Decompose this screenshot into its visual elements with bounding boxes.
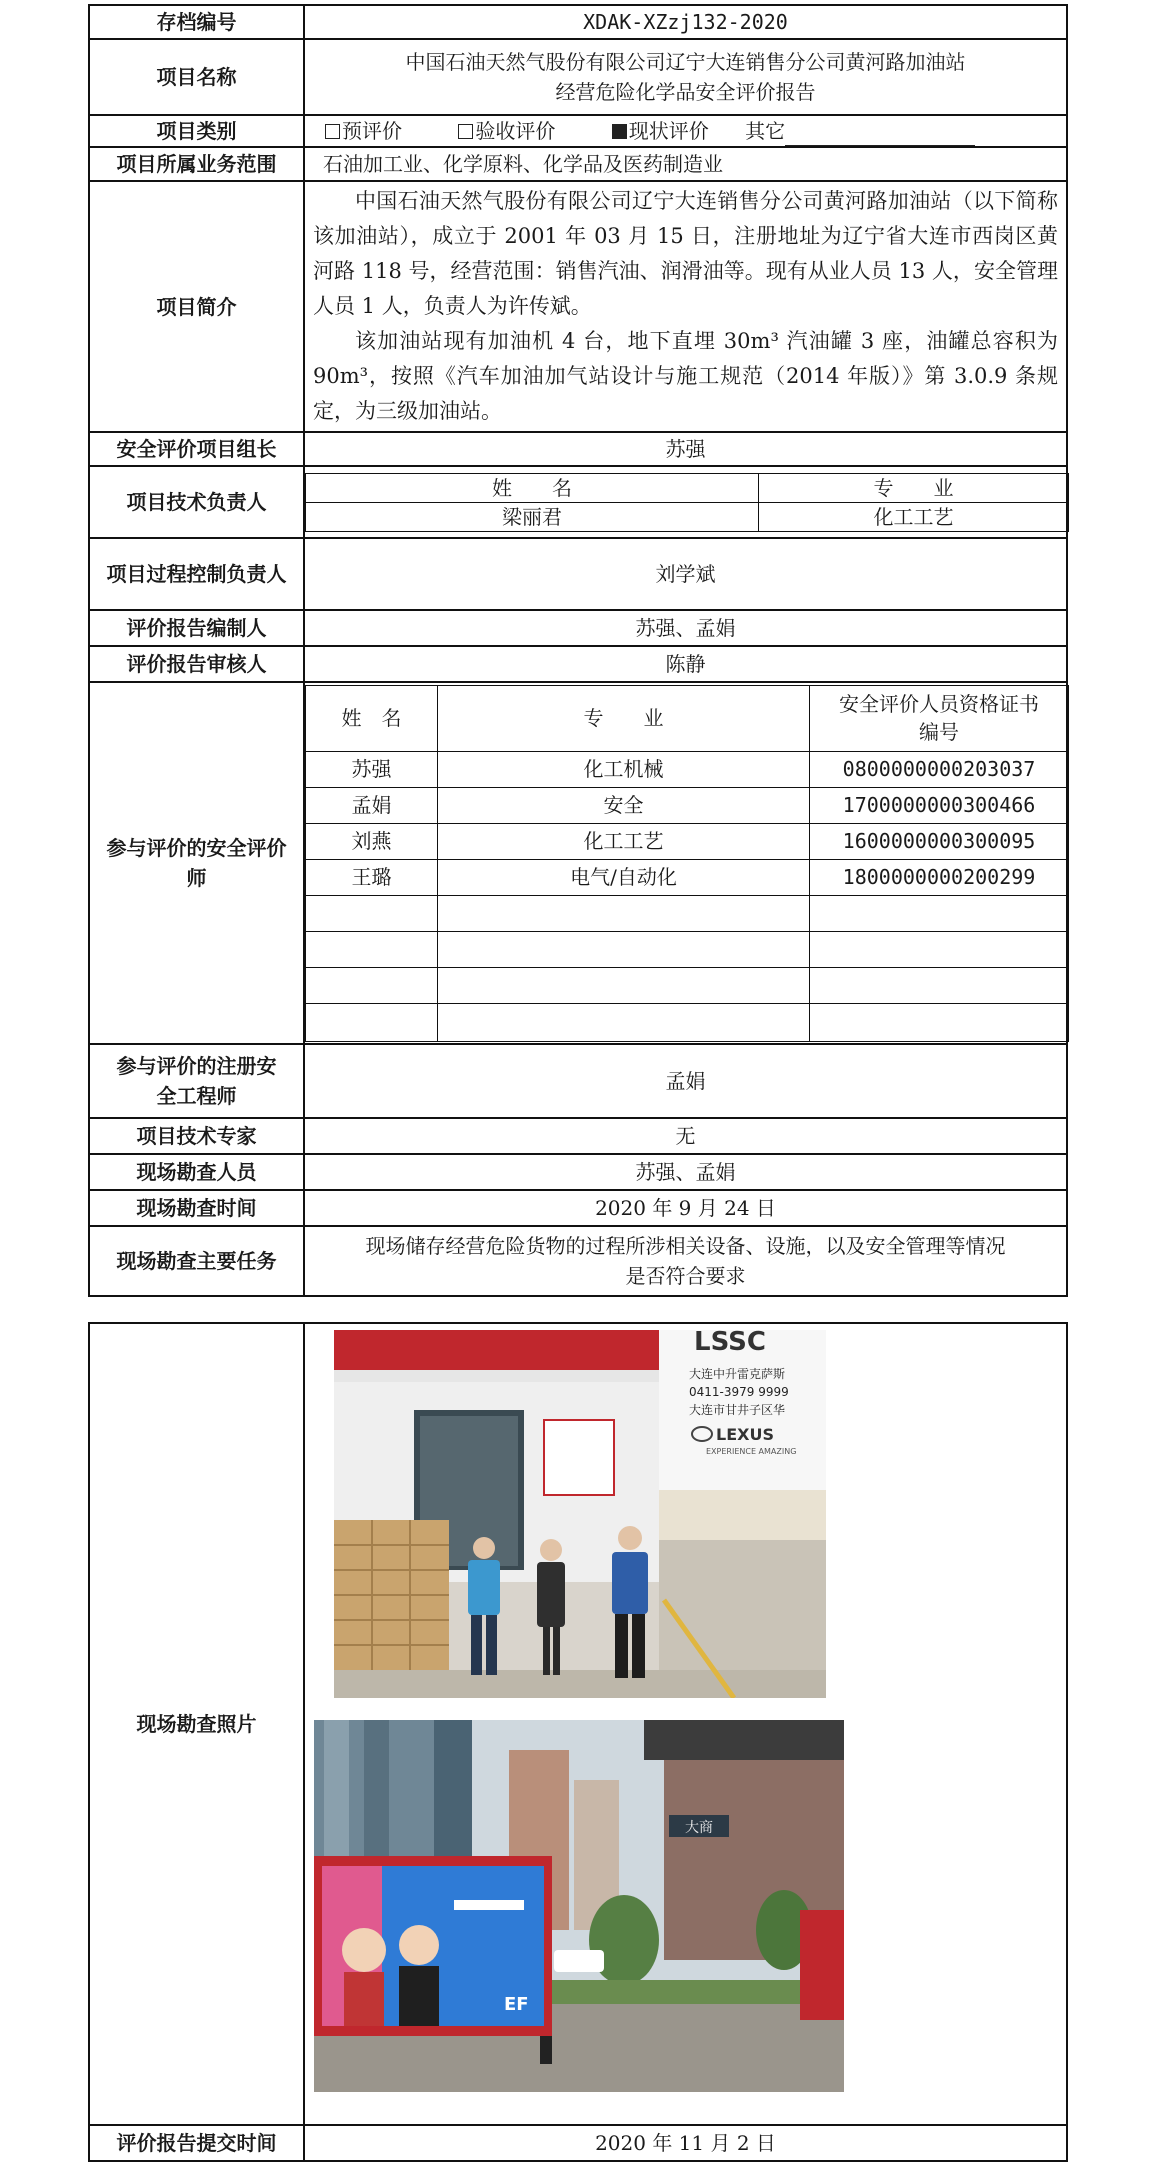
report-reviewer-label: 评价报告审核人 <box>89 646 304 682</box>
site-photo-street <box>314 1720 844 2092</box>
survey-time-value: 2020 年 9 月 24 日 <box>304 1190 1067 1226</box>
project-name-line2: 经营危险化学品安全评价报告 <box>555 80 816 104</box>
checkbox-empty-icon <box>325 124 340 139</box>
evaluators-major-header: 专 业 <box>438 685 810 751</box>
evaluator-cert: 1700000000300466 <box>810 787 1069 823</box>
evaluator-cert <box>810 931 1069 967</box>
evaluator-cert <box>810 1003 1069 1041</box>
evaluators-label: 参与评价的安全评价师 <box>89 682 304 1044</box>
street-photo-scene <box>314 1720 844 2092</box>
evaluator-major <box>438 1003 810 1041</box>
evaluator-name <box>306 967 438 1003</box>
survey-staff-value: 苏强、孟娟 <box>304 1154 1067 1190</box>
project-name-line1: 中国石油天然气股份有限公司辽宁大连销售分公司黄河路加油站 <box>405 50 966 74</box>
archive-label: 存档编号 <box>89 5 304 39</box>
survey-task-label: 现场勘查主要任务 <box>89 1226 304 1296</box>
tech-lead-table <box>305 473 1069 532</box>
checkbox-filled-icon <box>612 124 627 139</box>
stacked-boxes <box>334 1520 449 1670</box>
evaluator-name <box>306 931 438 967</box>
evaluators-cell <box>304 682 1067 1044</box>
site-photo-station <box>334 1330 826 1698</box>
evaluator-name: 刘燕 <box>306 823 438 859</box>
station-photo-scene <box>334 1330 826 1698</box>
project-type-options <box>304 115 1067 147</box>
evaluator-name <box>306 1003 438 1041</box>
evaluator-name: 王璐 <box>306 859 438 895</box>
evaluator-cert: 1800000000200299 <box>810 859 1069 895</box>
evaluator-major: 化工工艺 <box>438 823 810 859</box>
tech-expert-value: 无 <box>304 1118 1067 1154</box>
submit-time-label: 评价报告提交时间 <box>89 2125 304 2161</box>
business-scope-label: 项目所属业务范围 <box>89 147 304 181</box>
project-name-label: 项目名称 <box>89 39 304 115</box>
checkbox-empty-icon <box>458 124 473 139</box>
sign-tag: EXPERIENCE AMAZING <box>706 1447 797 1456</box>
summary-para2: 该加油站现有加油机 4 台，地下直埋 30m³ 汽油罐 3 座，油罐总容积为 90m³，按照《汽车加油加气站设计与施工规范（2014 年版）》第 3.0.9 条规定，为三级加油站。 <box>313 329 1058 423</box>
ef-logo-text: EF <box>504 1994 529 2015</box>
sign-line2: 0411-3979 9999 <box>689 1385 789 1399</box>
evaluator-cert: 1600000000300095 <box>810 823 1069 859</box>
report-reviewer-value: 陈静 <box>304 646 1067 682</box>
evaluator-major: 电气/自动化 <box>438 859 810 895</box>
archive-value: XDAK-XZzj132-2020 <box>304 5 1067 39</box>
evaluator-major <box>438 895 810 931</box>
survey-task-value: 现场储存经营危险货物的过程所涉相关设备、设施，以及安全管理等情况 是否符合要求 <box>304 1226 1067 1296</box>
report-writer-label: 评价报告编制人 <box>89 610 304 646</box>
submit-time-value: 2020 年 11 月 2 日 <box>304 2125 1067 2161</box>
survey-staff-label: 现场勘查人员 <box>89 1154 304 1190</box>
tech-lead-name-header: 姓 名 <box>306 473 759 502</box>
survey-time-label: 现场勘查时间 <box>89 1190 304 1226</box>
type-option-current[interactable]: 现状评价 <box>612 119 709 143</box>
summary-label: 项目简介 <box>89 181 304 432</box>
registered-engineer-label: 参与评价的注册安 全工程师 <box>89 1044 304 1118</box>
evaluators-name-header: 姓 名 <box>306 685 438 751</box>
type-option-pre[interactable]: 预评价 <box>325 119 402 143</box>
tech-expert-label: 项目技术专家 <box>89 1118 304 1154</box>
evaluators-cert-header: 安全评价人员资格证书 编号 <box>810 685 1069 751</box>
project-name-value <box>304 39 1067 115</box>
sign-line1: 大连中升雷克萨斯 <box>689 1367 786 1381</box>
process-control-value: 刘学斌 <box>304 538 1067 610</box>
business-scope-value: 石油加工业、化学原料、化学品及医药制造业 <box>304 147 1067 181</box>
evaluator-cert <box>810 967 1069 1003</box>
other-blank-line <box>785 123 975 146</box>
photos-label: 现场勘查照片 <box>89 1323 304 2125</box>
evaluator-name <box>306 895 438 931</box>
evaluator-major <box>438 931 810 967</box>
sign-big-text: LSSC <box>694 1330 766 1357</box>
tech-lead-major-header: 专 业 <box>759 473 1069 502</box>
team-leader-value: 苏强 <box>304 432 1067 466</box>
evaluator-major: 化工机械 <box>438 751 810 787</box>
evaluator-name: 孟娟 <box>306 787 438 823</box>
evaluation-info-table <box>88 4 1068 1297</box>
evaluator-major: 安全 <box>438 787 810 823</box>
evaluator-cert <box>810 895 1069 931</box>
evaluator-major <box>438 967 810 1003</box>
report-writer-value: 苏强、孟娟 <box>304 610 1067 646</box>
sign-brand: LEXUS <box>716 1425 774 1444</box>
mall-sign-text: 大商 <box>685 1820 713 1836</box>
type-option-acceptance[interactable]: 验收评价 <box>458 119 555 143</box>
tech-lead-label: 项目技术负责人 <box>89 466 304 538</box>
project-type-label: 项目类别 <box>89 115 304 147</box>
tech-lead-major: 化工工艺 <box>759 502 1069 531</box>
summary-content <box>304 181 1067 432</box>
registered-engineer-value: 孟娟 <box>304 1044 1067 1118</box>
summary-para1: 中国石油天然气股份有限公司辽宁大连销售分公司黄河路加油站（以下简称该加油站），成立于 2001 年 03 月 15 日，注册地址为辽宁省大连市西岗区黄河路 118 号，经营范围：销售汽油、润滑油等。现有从业人员 13 人，安全管理人员 1 人，负责人为许传斌。 <box>313 189 1058 318</box>
evaluator-name: 苏强 <box>306 751 438 787</box>
ef-billboard <box>314 1856 552 2064</box>
type-option-other: 其它 <box>745 119 975 143</box>
tech-lead-name: 梁丽君 <box>306 502 759 531</box>
tech-lead-cell <box>304 466 1067 538</box>
evaluators-table <box>305 685 1069 1042</box>
evaluator-cert: 0800000000203037 <box>810 751 1069 787</box>
team-leader-label: 安全评价项目组长 <box>89 432 304 466</box>
sign-line3: 大连市甘井子区华 <box>689 1403 786 1417</box>
process-control-label: 项目过程控制负责人 <box>89 538 304 610</box>
